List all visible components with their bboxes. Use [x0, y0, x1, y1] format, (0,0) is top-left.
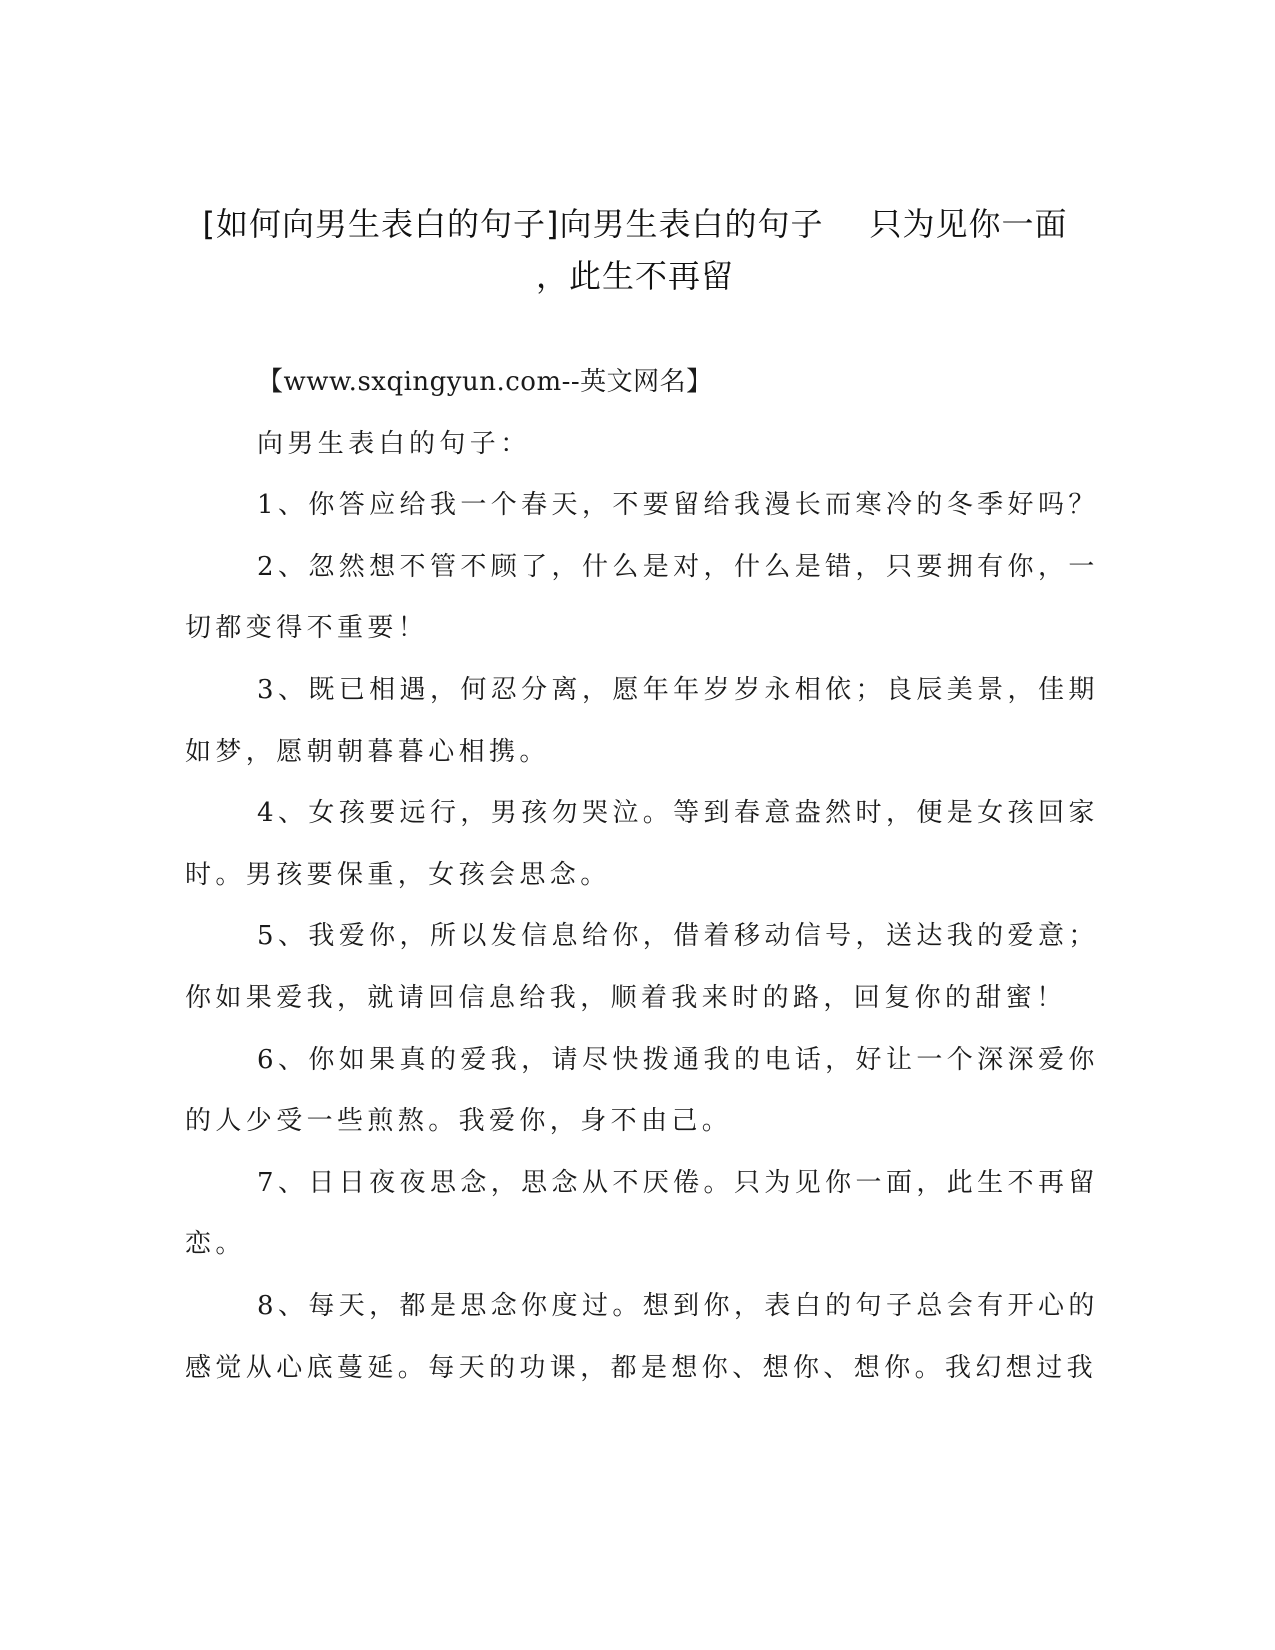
paragraph-line: 2、忽然想不管不顾了，什么是对，什么是错，只要拥有你，一	[257, 551, 1099, 582]
title-part-1: [如何向男生表白的句子]向男生表白的句子	[202, 205, 824, 243]
paragraph-line: 的人少受一些煎熬。我爱你，身不由己。	[185, 1106, 733, 1137]
paragraph-line: 时。男孩要保重，女孩会思念。	[185, 859, 611, 890]
document-body	[185, 367, 1099, 1415]
paragraph-line: 8、每天，都是思念你度过。想到你，表白的句子总会有开心的	[257, 1290, 1099, 1321]
source-line: 【www.sxqingyun.com--英文网名】	[257, 367, 713, 397]
title-line-1	[185, 198, 1085, 250]
paragraph-line: 5、我爱你，所以发信息给你，借着移动信号，送达我的爱意；	[257, 921, 1099, 952]
title-line-2: ，此生不再留	[535, 257, 734, 295]
paragraph-line: 感觉从心底蔓延。每天的功课，都是想你、想你、想你。我幻想过我	[185, 1352, 1098, 1383]
paragraph-line: 7、日日夜夜思念，思念从不厌倦。只为见你一面，此生不再留	[257, 1167, 1099, 1198]
paragraph-line: 切都变得不重要！	[185, 613, 429, 644]
intro-line: 向男生表白的句子：	[257, 428, 531, 459]
paragraph-line: 3、既已相遇，何忍分离，愿年年岁岁永相依；良辰美景，佳期	[257, 674, 1099, 705]
document-title	[185, 198, 1085, 302]
title-part-2: 只为见你一面	[869, 205, 1068, 243]
paragraph-line: 如梦，愿朝朝暮暮心相携。	[185, 736, 550, 767]
paragraph-line: 6、你如果真的爱我，请尽快拨通我的电话，好让一个深深爱你	[257, 1044, 1099, 1075]
paragraph-line: 你如果爱我，就请回信息给我，顺着我来时的路，回复你的甜蜜！	[185, 982, 1067, 1013]
paragraph-line: 4、女孩要远行，男孩勿哭泣。等到春意盎然时，便是女孩回家	[257, 798, 1099, 829]
paragraph-line: 1、你答应给我一个春天，不要留给我漫长而寒冷的冬季好吗？	[257, 490, 1099, 521]
paragraph-line: 恋。	[185, 1229, 246, 1260]
